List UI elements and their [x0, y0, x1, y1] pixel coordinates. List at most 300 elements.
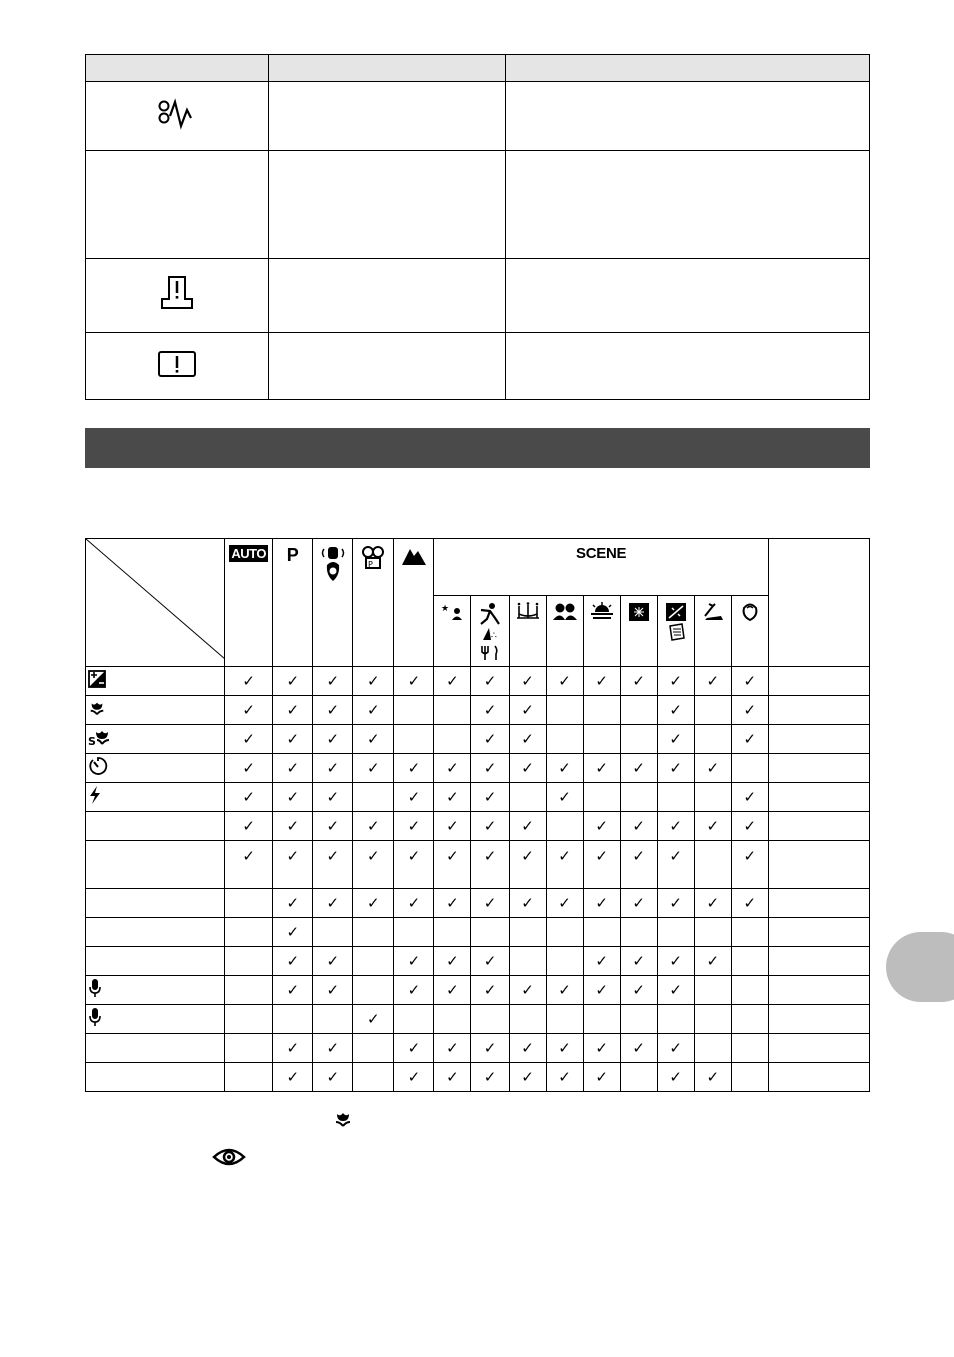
check-mark: ✓: [521, 672, 534, 690]
table-cell: [471, 947, 509, 976]
check-mark: ✓: [407, 1068, 421, 1086]
check-mark: ✓: [706, 759, 720, 777]
scene-group-header: SCENE: [434, 539, 768, 596]
table-cell: [583, 1034, 620, 1063]
table-cell: [509, 812, 546, 841]
check-mark: ✓: [483, 759, 497, 777]
table-cell: [394, 696, 434, 725]
table-cell: [546, 1005, 583, 1034]
check-mark: ✓: [407, 894, 421, 912]
super-macro-icon: [86, 725, 225, 754]
table-cell: [225, 783, 273, 812]
table-cell: [225, 1063, 273, 1092]
table-cell: [694, 1034, 731, 1063]
table-cell: [225, 889, 273, 918]
table-cell: [731, 1034, 768, 1063]
table-cell: [434, 889, 471, 918]
check-mark: ✓: [521, 847, 534, 865]
table-cell: [731, 1063, 768, 1092]
table-cell: [394, 783, 434, 812]
check-mark: ✓: [242, 672, 255, 690]
check-mark: ✓: [706, 894, 720, 912]
table-cell: [657, 841, 694, 889]
table-cell: [471, 725, 509, 754]
check-mark: ✓: [669, 981, 682, 999]
check-mark: ✓: [326, 847, 340, 865]
check-mark: ✓: [632, 894, 645, 912]
check-mark: ✓: [669, 817, 682, 835]
table-cell: [768, 1034, 869, 1063]
table-row: [86, 1034, 870, 1063]
table-cell: [434, 783, 471, 812]
landscape-mode-icon: [394, 539, 434, 667]
table-cell: [509, 1034, 546, 1063]
table-cell: [313, 1034, 353, 1063]
table-cell: [509, 1005, 546, 1034]
check-mark: ✓: [242, 701, 255, 719]
table-cell: [353, 976, 394, 1005]
svg-text:S: S: [88, 735, 96, 746]
table-cell: [731, 754, 768, 783]
check-mark: ✓: [367, 1010, 380, 1028]
check-mark: ✓: [326, 730, 340, 748]
check-mark: ✓: [743, 847, 757, 865]
fireworks-icon: [620, 596, 657, 667]
table-cell: [225, 696, 273, 725]
check-mark: ✓: [286, 1039, 300, 1057]
auto-mode-icon: AUTO: [225, 539, 273, 667]
table-row: [86, 667, 870, 696]
table-cell: [225, 1005, 273, 1034]
check-mark: ✓: [407, 672, 421, 690]
check-mark: ✓: [326, 1039, 340, 1057]
check-mark: ✓: [286, 923, 300, 941]
check-mark: ✓: [595, 1068, 608, 1086]
table-cell: [394, 812, 434, 841]
sport-party-icon: [471, 596, 509, 667]
table-cell: [353, 812, 394, 841]
check-mark: ✓: [367, 672, 380, 690]
table-cell: [694, 947, 731, 976]
table-cell: [583, 667, 620, 696]
check-mark: ✓: [446, 788, 459, 806]
check-mark: ✓: [595, 817, 608, 835]
table-cell: [471, 667, 509, 696]
table-row: [86, 947, 870, 976]
table-cell: [583, 841, 620, 889]
check-mark: ✓: [743, 788, 757, 806]
check-mark: ✓: [632, 952, 645, 970]
table-cell: [273, 918, 313, 947]
table-cell: [353, 725, 394, 754]
table-cell: [620, 725, 657, 754]
table-cell: [471, 812, 509, 841]
table-cell: [657, 725, 694, 754]
table-cell: [353, 918, 394, 947]
check-mark: ✓: [521, 817, 534, 835]
check-mark: ✓: [286, 672, 300, 690]
check-mark: ✓: [669, 730, 682, 748]
table-cell: [657, 947, 694, 976]
check-mark: ✓: [521, 1039, 534, 1057]
table-cell: [694, 725, 731, 754]
anti-shake-mode-icon: [313, 539, 353, 667]
check-mark: ✓: [286, 894, 300, 912]
check-mark: ✓: [595, 847, 608, 865]
table-cell: [546, 754, 583, 783]
check-mark: ✓: [632, 847, 645, 865]
table-cell: [546, 889, 583, 918]
check-mark: ✓: [706, 952, 720, 970]
table-row: [86, 976, 870, 1005]
check-mark: ✓: [743, 701, 757, 719]
table-cell: [273, 1063, 313, 1092]
table-cell: [353, 667, 394, 696]
check-mark: ✓: [407, 847, 421, 865]
table-cell: [313, 754, 353, 783]
table-row: [86, 889, 870, 918]
table-cell: [694, 841, 731, 889]
table-cell: [731, 841, 768, 889]
check-mark: ✓: [483, 817, 497, 835]
check-mark: ✓: [558, 894, 571, 912]
check-mark: ✓: [558, 1068, 571, 1086]
table-cell: [546, 947, 583, 976]
check-mark: ✓: [706, 672, 720, 690]
table-cell: [471, 754, 509, 783]
table-cell: [620, 667, 657, 696]
check-mark: ✓: [743, 817, 757, 835]
table-cell: [313, 1063, 353, 1092]
check-mark: ✓: [446, 672, 459, 690]
check-mark: ✓: [367, 817, 380, 835]
table-cell: [657, 1005, 694, 1034]
microphone-icon: [86, 976, 225, 1005]
check-mark: ✓: [446, 847, 459, 865]
table-cell: [657, 1034, 694, 1063]
table-cell: [546, 812, 583, 841]
self-portrait-icon: [546, 596, 583, 667]
table-cell: [394, 1063, 434, 1092]
table-cell: [768, 889, 869, 918]
table-row: [86, 1063, 870, 1092]
table-cell: [509, 696, 546, 725]
table-cell: [394, 667, 434, 696]
check-mark: ✓: [407, 981, 421, 999]
table-cell: [694, 754, 731, 783]
table-cell: [768, 667, 869, 696]
table-cell: [313, 1005, 353, 1034]
check-mark: ✓: [743, 894, 757, 912]
table-cell: [353, 889, 394, 918]
table-cell: [313, 667, 353, 696]
table-cell: [273, 1005, 313, 1034]
check-mark: ✓: [558, 672, 571, 690]
table-cell: [620, 841, 657, 889]
table-cell: [583, 725, 620, 754]
table-cell: [353, 1005, 394, 1034]
check-mark: ✓: [446, 759, 459, 777]
table-cell: [583, 889, 620, 918]
table-cell: [768, 976, 869, 1005]
check-mark: ✓: [669, 1039, 682, 1057]
table-cell: [620, 976, 657, 1005]
table-cell: [471, 841, 509, 889]
table-cell: [434, 1005, 471, 1034]
macro-icon: [333, 1110, 353, 1133]
check-mark: ✓: [286, 817, 300, 835]
table-cell: [394, 1005, 434, 1034]
table-cell: [434, 754, 471, 783]
header-cell: [86, 55, 269, 82]
check-mark: ✓: [367, 759, 380, 777]
table-cell: [394, 754, 434, 783]
table-cell: [620, 1063, 657, 1092]
check-mark: ✓: [669, 952, 682, 970]
table-cell: [509, 918, 546, 947]
check-mark: ✓: [242, 759, 255, 777]
table-cell: [434, 947, 471, 976]
table-cell: [657, 783, 694, 812]
movie-mode-icon: [353, 539, 394, 667]
table-cell: [434, 976, 471, 1005]
table-cell: [471, 1063, 509, 1092]
table-cell: [509, 754, 546, 783]
check-mark: ✓: [446, 894, 459, 912]
row-label-cell: [86, 812, 225, 841]
table-cell: [768, 696, 869, 725]
table-cell: [471, 918, 509, 947]
table-cell: [620, 783, 657, 812]
check-mark: ✓: [286, 847, 300, 865]
table-row: [86, 725, 870, 754]
table-cell: [313, 725, 353, 754]
table-cell: [225, 1034, 273, 1063]
check-mark: ✓: [483, 981, 497, 999]
table-cell: [583, 696, 620, 725]
table-cell: [694, 1005, 731, 1034]
check-mark: ✓: [446, 952, 459, 970]
table-cell: [313, 841, 353, 889]
check-mark: ✓: [367, 847, 380, 865]
check-mark: ✓: [521, 759, 534, 777]
sunset-icon: [583, 596, 620, 667]
check-mark: ✓: [743, 730, 757, 748]
table-cell: [768, 783, 869, 812]
check-mark: ✓: [326, 672, 340, 690]
table-cell: [394, 1034, 434, 1063]
table-cell: [273, 841, 313, 889]
check-mark: ✓: [367, 701, 380, 719]
table-cell: [509, 1063, 546, 1092]
table-row: [86, 696, 870, 725]
check-mark: ✓: [632, 1039, 645, 1057]
check-mark: ✓: [326, 1068, 340, 1086]
table-cell: [657, 976, 694, 1005]
self-timer-icon: [86, 754, 225, 783]
table-cell: [434, 841, 471, 889]
table-cell: [620, 918, 657, 947]
check-mark: ✓: [286, 701, 300, 719]
table-cell: [768, 841, 869, 889]
check-mark: ✓: [286, 788, 300, 806]
check-mark: ✓: [326, 788, 340, 806]
table-cell: [509, 976, 546, 1005]
table-cell: [273, 1034, 313, 1063]
table-cell: [273, 812, 313, 841]
table-cell: [583, 812, 620, 841]
table-cell: [768, 918, 869, 947]
check-mark: ✓: [521, 701, 534, 719]
table-row: [86, 82, 870, 151]
check-mark: ✓: [326, 894, 340, 912]
table-cell: [471, 889, 509, 918]
table-cell: [657, 889, 694, 918]
table-cell: [273, 725, 313, 754]
table-cell: [225, 812, 273, 841]
check-mark: ✓: [483, 701, 497, 719]
check-mark: ✓: [483, 952, 497, 970]
check-mark: ✓: [483, 847, 497, 865]
check-mark: ✓: [446, 817, 459, 835]
check-mark: ✓: [669, 759, 682, 777]
table-cell: [768, 947, 869, 976]
table-cell: [546, 1063, 583, 1092]
check-mark: ✓: [407, 788, 421, 806]
table-row: [86, 151, 870, 259]
check-mark: ✓: [558, 981, 571, 999]
table-cell: [225, 841, 273, 889]
table-cell: [434, 1034, 471, 1063]
table-cell: [313, 812, 353, 841]
candle-icon: [509, 596, 546, 667]
table-cell: [394, 841, 434, 889]
table-cell: [225, 725, 273, 754]
table-cell: [731, 783, 768, 812]
check-mark: ✓: [521, 981, 534, 999]
table-cell: [313, 696, 353, 725]
check-mark: ✓: [669, 1068, 682, 1086]
check-mark: ✓: [632, 981, 645, 999]
check-mark: ✓: [632, 817, 645, 835]
table-cell: [434, 696, 471, 725]
table-cell: [731, 696, 768, 725]
table-cell: [353, 1034, 394, 1063]
check-mark: ✓: [407, 1039, 421, 1057]
table-cell: [434, 1063, 471, 1092]
check-mark: ✓: [483, 788, 497, 806]
table-cell: [546, 725, 583, 754]
table-cell: [768, 1063, 869, 1092]
table-cell: [657, 667, 694, 696]
table-cell: [394, 918, 434, 947]
table-cell: [313, 918, 353, 947]
check-mark: ✓: [446, 1068, 459, 1086]
check-mark: ✓: [286, 952, 300, 970]
check-mark: ✓: [558, 788, 571, 806]
table-cell: [731, 947, 768, 976]
check-mark: ✓: [669, 672, 682, 690]
table-row: [86, 754, 870, 783]
check-mark: ✓: [632, 672, 645, 690]
table-cell: [394, 976, 434, 1005]
check-mark: ✓: [483, 672, 497, 690]
function-compatibility-table: [85, 538, 870, 1092]
table-cell: [694, 667, 731, 696]
table-cell: [694, 783, 731, 812]
table-cell: [620, 812, 657, 841]
table-cell: [731, 725, 768, 754]
table-cell: [768, 754, 869, 783]
row-label-cell: [86, 947, 225, 976]
check-mark: ✓: [483, 730, 497, 748]
table-cell: [657, 696, 694, 725]
table-cell: [731, 667, 768, 696]
check-mark: ✓: [326, 981, 340, 999]
table-cell: [657, 918, 694, 947]
table-cell: [731, 976, 768, 1005]
table-row: [86, 333, 870, 400]
table-cell: [657, 812, 694, 841]
check-mark: ✓: [286, 730, 300, 748]
table-row: [86, 783, 870, 812]
table-cell: [353, 841, 394, 889]
check-mark: ✓: [521, 894, 534, 912]
night-portrait-icon: [434, 596, 471, 667]
check-mark: ✓: [558, 759, 571, 777]
exclamation-box-icon: [86, 333, 269, 400]
table-cell: [273, 754, 313, 783]
table-cell: [225, 976, 273, 1005]
table-cell: [583, 1063, 620, 1092]
top-table-header: [86, 55, 870, 82]
table-cell: [313, 976, 353, 1005]
check-mark: ✓: [286, 981, 300, 999]
table-cell: [546, 841, 583, 889]
check-mark: ✓: [595, 894, 608, 912]
header-cell: [506, 55, 870, 82]
table-row: [86, 841, 870, 889]
vibration-warning-icon: [86, 82, 269, 151]
table-row: [86, 812, 870, 841]
check-mark: ✓: [632, 759, 645, 777]
table-cell: [434, 918, 471, 947]
flash-icon: [86, 783, 225, 812]
table-cell: [694, 976, 731, 1005]
table-cell: [471, 783, 509, 812]
check-mark: ✓: [706, 1068, 720, 1086]
check-mark: ✓: [669, 894, 682, 912]
table-cell: [620, 947, 657, 976]
svg-text:★: ★: [441, 604, 450, 614]
table-cell: [509, 783, 546, 812]
eye-icon: [212, 1146, 246, 1173]
table-cell: [694, 918, 731, 947]
table-cell: [471, 696, 509, 725]
table-cell: [273, 667, 313, 696]
table-row: [86, 1005, 870, 1034]
check-mark: ✓: [595, 952, 608, 970]
table-cell: [434, 667, 471, 696]
table-cell: [694, 812, 731, 841]
table-cell: [583, 947, 620, 976]
check-mark: ✓: [242, 788, 255, 806]
check-mark: ✓: [242, 730, 255, 748]
table-cell: [273, 783, 313, 812]
table-cell: [583, 918, 620, 947]
check-mark: ✓: [326, 952, 340, 970]
check-mark: ✓: [326, 701, 340, 719]
